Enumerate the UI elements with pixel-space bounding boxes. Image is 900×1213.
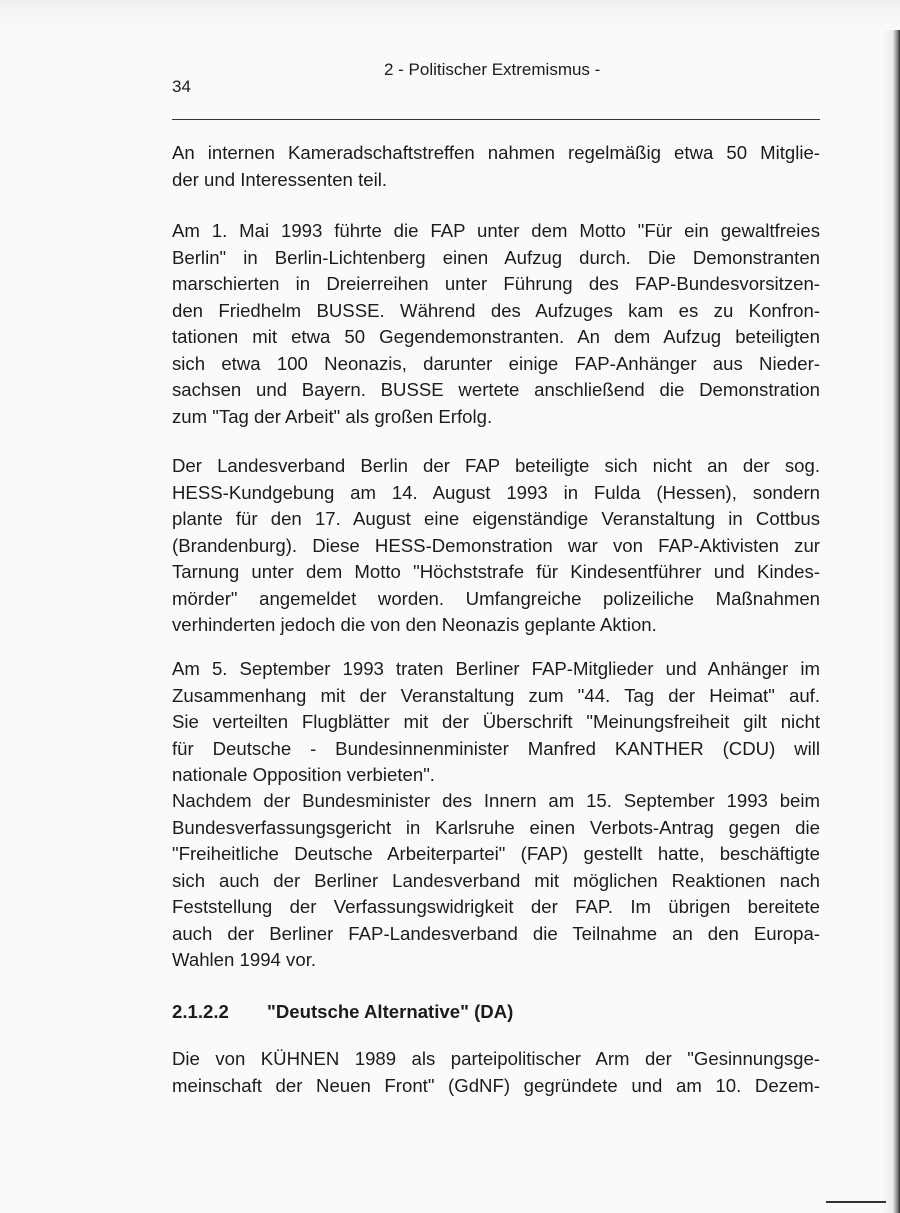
section-heading	[172, 1000, 513, 1024]
text-line: sachsen und Bayern. BUSSE wertete anschließend die Demonstration	[172, 379, 820, 400]
text-line: (Brandenburg). Diese HESS-Demonstration war von FAP-Aktivisten zur	[172, 534, 820, 556]
text-line: Wahlen 1994 vor.	[172, 949, 317, 970]
text-line: sich auch der Berliner Landesverband mit möglichen Reaktionen nach	[172, 869, 820, 891]
text-line: verhinderten jedoch die von den Neonazis geplante Aktion.	[172, 614, 657, 635]
running-head: 2 - Politischer Extremismus -	[384, 60, 601, 79]
text-line: Am 1. Mai 1993 führte die FAP unter dem Motto "Für ein gewaltfreies	[172, 220, 820, 241]
text-line: marschierten in Dreierreihen unter Führung des FAP-Bundesvorsitzen-	[172, 273, 820, 294]
text-line: Berlin" in Berlin-Lichtenberg einen Aufzug durch. Die Demonstranten	[172, 246, 820, 268]
paragraph-deutsche-alternative	[172, 1046, 820, 1099]
header-rule	[172, 119, 820, 120]
scan-bottom-mark	[826, 1201, 886, 1203]
text-line: Bundesverfassungsgericht in Karlsruhe einen Verbots-Antrag gegen die	[172, 816, 820, 838]
text-line: für Deutsche - Bundesinnenminister Manfred KANTHER (CDU) will	[172, 737, 820, 759]
text-line: tationen mit etwa 50 Gegendemonstranten. An dem Aufzug beteiligten	[172, 326, 820, 347]
text-line: meinschaft der Neuen Front" (GdNF) gegründete und am 10. Dezem-	[172, 1074, 820, 1096]
paragraph-mai-1993	[172, 218, 820, 430]
text-line: Nachdem der Bundesminister des Innern am 15. September 1993 beim	[172, 790, 820, 811]
text-line: Tarnung unter dem Motto "Höchststrafe für Kindesentführer und Kindes-	[172, 561, 820, 582]
scan-top-shadow	[0, 0, 900, 30]
text-line: Der Landesverband Berlin der FAP beteiligte sich nicht an der sog.	[172, 455, 820, 476]
text-line: Feststellung der Verfassungswidrigkeit der FAP. Im übrigen bereitete	[172, 896, 820, 917]
text-line: Die von KÜHNEN 1989 als parteipolitischer Arm der "Gesinnungsge-	[172, 1048, 820, 1069]
text-line: plante für den 17. August eine eigenständige Veranstaltung in Cottbus	[172, 508, 820, 529]
text-line: der und Interessenten teil.	[172, 168, 387, 190]
text-line: sich etwa 100 Neonazis, darunter einige FAP-Anhänger aus Nieder-	[172, 352, 820, 374]
text-line: Zusammenhang mit der Veranstaltung zum "44. Tag der Heimat" auf.	[172, 684, 820, 706]
paragraph-verbotsantrag	[172, 788, 820, 974]
section-number: 2.1.2.2	[172, 1001, 229, 1022]
text-line: den Friedhelm BUSSE. Während des Aufzuges kam es zu Konfron-	[172, 299, 820, 321]
text-line: Sie verteilten Flugblätter mit der Überschrift "Meinungsfreiheit gilt nicht	[172, 711, 820, 732]
text-line: An internen Kameradschaftstreffen nahmen regelmäßig etwa 50 Mitglie-	[172, 142, 820, 163]
text-line: "Freiheitliche Deutsche Arbeiterpartei" (FAP) gestellt hatte, beschäftigte	[172, 843, 820, 864]
page-number: 34	[172, 77, 191, 96]
text-line: auch der Berliner FAP-Landesverband die Teilnahme an den Europa-	[172, 922, 820, 944]
scan-right-edge-shadow	[882, 30, 900, 1213]
paragraph-kameradschaftstreffen	[172, 140, 820, 193]
text-line: HESS-Kundgebung am 14. August 1993 in Fulda (Hessen), sondern	[172, 481, 820, 503]
paragraph-tag-der-heimat	[172, 656, 820, 789]
text-line: zum "Tag der Arbeit" als großen Erfolg.	[172, 405, 493, 427]
text-line: Am 5. September 1993 traten Berliner FAP-Mitglieder und Anhänger im	[172, 658, 820, 679]
text-line: mörder" angemeldet worden. Umfangreiche polizeiliche Maßnahmen	[172, 587, 820, 609]
section-title: "Deutsche Alternative" (DA)	[267, 1001, 514, 1022]
paragraph-hess-kundgebung	[172, 453, 820, 639]
text-line: nationale Opposition verbieten".	[172, 764, 435, 785]
